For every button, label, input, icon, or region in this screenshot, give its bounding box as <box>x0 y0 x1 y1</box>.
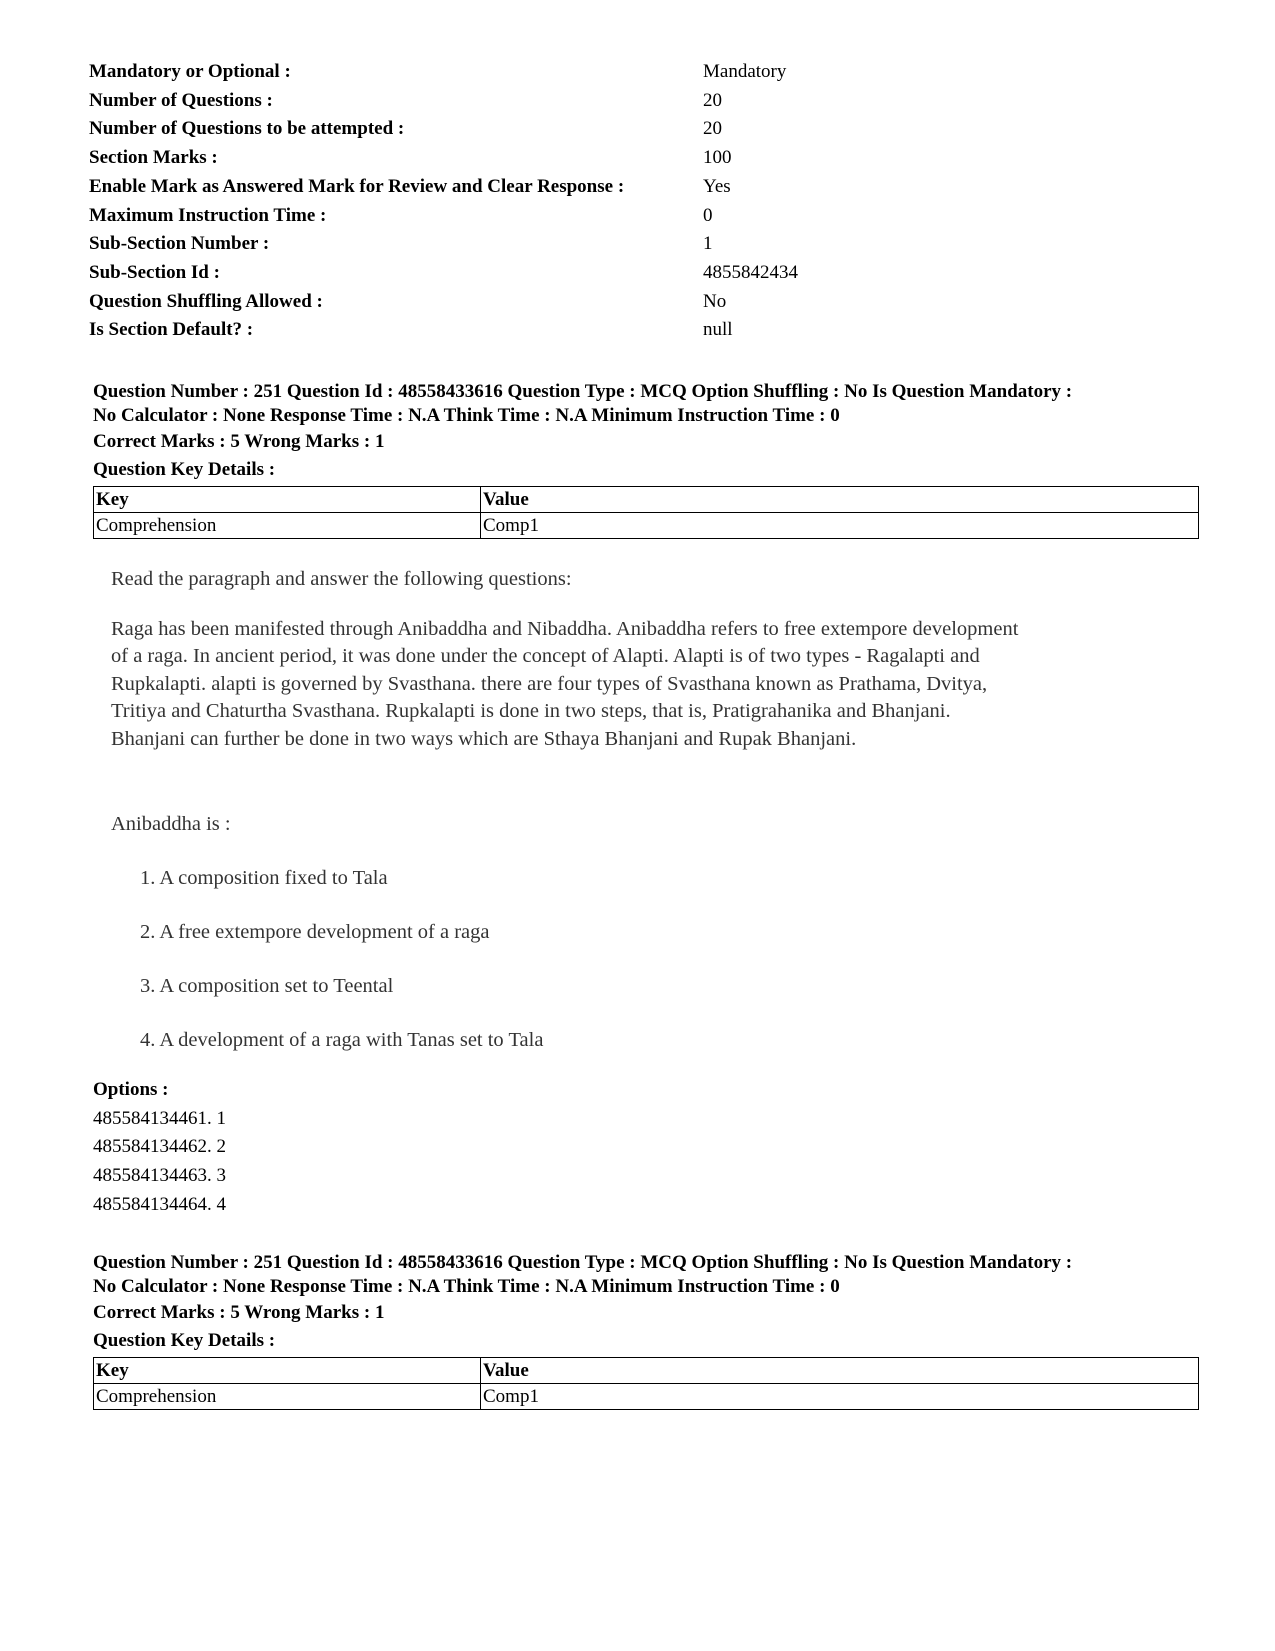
passage-line: Rupkalapti. alapti is governed by Svasthana. there are four types of Svasthana known as Prathama, Dvitya, <box>111 672 988 695</box>
question-header-line2: No Calculator : None Response Time : N.A Think Time : N.A Minimum Instruction Time : 0 <box>93 405 840 426</box>
info-value: 100 <box>703 147 732 169</box>
key-table-header-value: Value <box>481 487 1199 513</box>
options-label: Options : <box>93 1079 169 1100</box>
info-value: Mandatory <box>703 61 787 82</box>
info-label: Section Marks : <box>89 147 218 169</box>
option-item: 485584134463. 3 <box>93 1165 226 1187</box>
choice-item: 1. A composition fixed to Tala <box>140 867 388 889</box>
choice-item: 2. A free extempore development of a raga <box>140 921 490 943</box>
key-table-row <box>94 513 1199 539</box>
info-label: Sub-Section Id : <box>89 261 220 283</box>
info-label: Question Shuffling Allowed : <box>89 290 323 312</box>
question-key-table <box>93 486 1199 539</box>
option-item: 485584134462. 2 <box>93 1136 226 1158</box>
key-table-header-key: Key <box>94 1358 481 1384</box>
section-info-table <box>89 58 798 345</box>
info-label: Is Section Default? : <box>89 319 254 341</box>
info-value: 4855842434 <box>703 261 798 283</box>
info-label: Mandatory or Optional : <box>89 61 291 82</box>
question-block <box>93 1251 1203 1410</box>
question-block <box>93 380 1203 539</box>
key-table-header <box>94 1358 1199 1384</box>
options-list <box>93 1076 226 1220</box>
info-label: Enable Mark as Answered Mark for Review and Clear Response : <box>89 175 625 197</box>
key-table-row <box>94 1384 1199 1410</box>
section-info-row <box>89 202 798 231</box>
comprehension-passage <box>111 566 1181 753</box>
key-table-cell-key: Comprehension <box>94 513 481 539</box>
info-value: 20 <box>703 118 722 140</box>
info-label: Maximum Instruction Time : <box>89 204 327 226</box>
section-info-row <box>89 230 798 259</box>
question-marks: Correct Marks : 5 Wrong Marks : 1 <box>93 431 385 452</box>
question-header-line1: Question Number : 251 Question Id : 48558433616 Question Type : MCQ Option Shuffling : No Is Question Mandatory : <box>93 1252 1073 1273</box>
info-value: 0 <box>703 204 713 226</box>
question-key-table <box>93 1357 1199 1410</box>
question-key-details-label: Question Key Details : <box>93 459 276 480</box>
passage-line: Tritiya and Chaturtha Svasthana. Rupkalapti is done in two steps, that is, Pratigrahanika and Bhanjani. <box>111 700 951 722</box>
key-table-cell-value: Comp1 <box>481 513 1199 539</box>
section-info-row <box>89 316 798 345</box>
key-table-header-value: Value <box>481 1358 1199 1384</box>
passage-line: of a raga. In ancient period, it was done under the concept of Alapti. Alapti is of two types - Ragalapti and <box>111 645 980 667</box>
section-info-row <box>89 259 798 288</box>
question-header-line2: No Calculator : None Response Time : N.A Think Time : N.A Minimum Instruction Time : 0 <box>93 1276 840 1297</box>
section-info-row <box>89 173 798 202</box>
question-key-details-label: Question Key Details : <box>93 1330 276 1351</box>
section-info-row <box>89 58 798 87</box>
key-table-cell-value: Comp1 <box>481 1384 1199 1410</box>
section-info-row <box>89 87 798 116</box>
key-table-header <box>94 487 1199 513</box>
question-stem: Anibaddha is : <box>111 813 231 835</box>
key-table-header-key: Key <box>94 487 481 513</box>
section-info-row <box>89 288 798 317</box>
option-item: 485584134464. 4 <box>93 1193 226 1215</box>
info-value: Yes <box>703 175 731 197</box>
info-label: Number of Questions to be attempted : <box>89 118 405 140</box>
passage-intro: Read the paragraph and answer the following questions: <box>111 568 572 590</box>
info-value: 20 <box>703 89 722 111</box>
section-info-row <box>89 144 798 173</box>
info-value: 1 <box>703 233 713 255</box>
info-label: Number of Questions : <box>89 89 273 111</box>
passage-line: Raga has been manifested through Anibaddha and Nibaddha. Anibaddha refers to free extempore development <box>111 617 1019 640</box>
info-value: null <box>703 319 733 341</box>
question-header-line1: Question Number : 251 Question Id : 48558433616 Question Type : MCQ Option Shuffling : No Is Question Mandatory : <box>93 381 1073 402</box>
passage-line: Bhanjani can further be done in two ways which are Sthaya Bhanjani and Rupak Bhanjani. <box>111 727 857 750</box>
info-label: Sub-Section Number : <box>89 233 270 255</box>
question-marks: Correct Marks : 5 Wrong Marks : 1 <box>93 1302 385 1323</box>
option-item: 485584134461. 1 <box>93 1107 226 1129</box>
question-choices <box>140 867 543 1083</box>
section-info-row <box>89 115 798 144</box>
choice-item: 3. A composition set to Teental <box>140 975 394 997</box>
info-value: No <box>703 290 727 312</box>
key-table-cell-key: Comprehension <box>94 1384 481 1410</box>
choice-item: 4. A development of a raga with Tanas set to Tala <box>140 1029 544 1051</box>
